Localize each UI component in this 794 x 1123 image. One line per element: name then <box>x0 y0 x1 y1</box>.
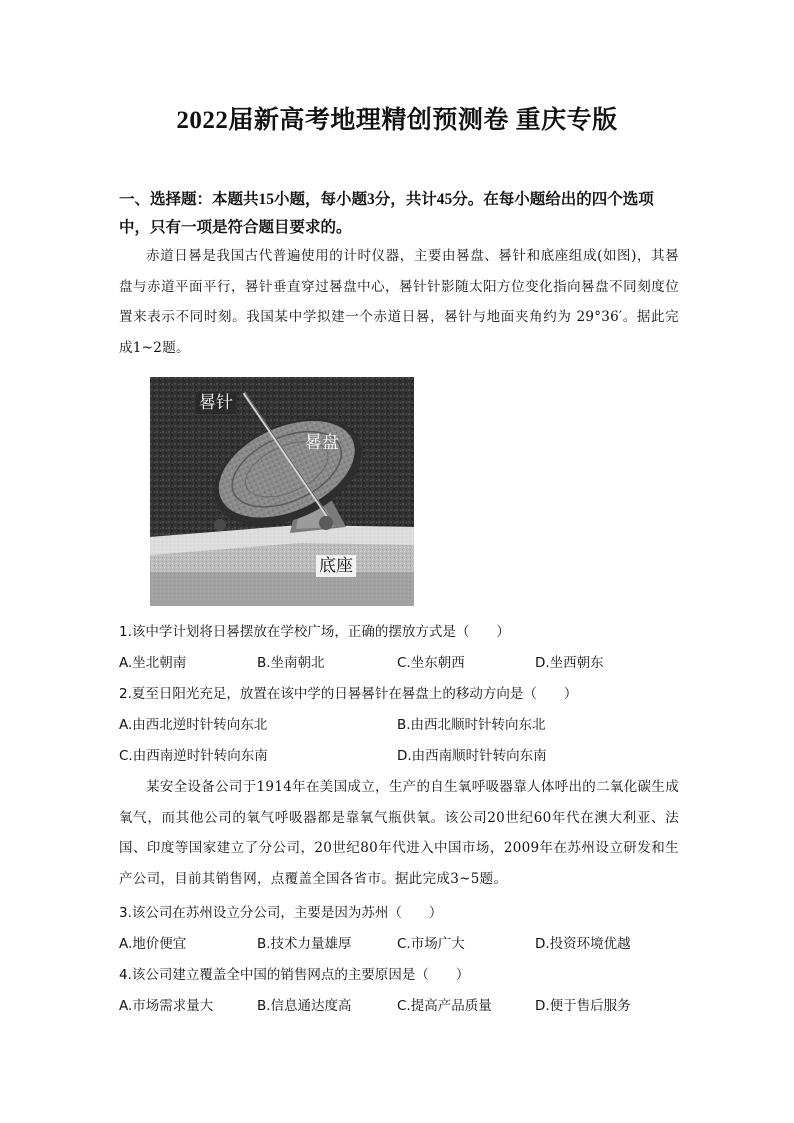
sundial-photo <box>150 377 414 606</box>
option-d[interactable]: D.便于售后服务 <box>535 998 631 1014</box>
question-3-options <box>119 934 679 954</box>
label-dial: 晷盘 <box>305 433 339 453</box>
option-a[interactable]: A.由西北逆时针转向东北 <box>119 717 268 733</box>
label-gnomon: 晷针 <box>196 392 236 414</box>
option-b[interactable]: B.由西北顺时针转向东北 <box>397 717 546 733</box>
label-base: 底座 <box>316 555 356 577</box>
passage-company: 某安全设备公司于1914年在美国成立，生产的自生氧呼吸器靠人体呼出的二氧化碳生成氧气，而其他公司的氧气呼吸器都是靠氧气瓶供氧。该公司20世纪60年代在澳大利亚、法国、印度等国家建立了分公司，20世纪80年代进入中国市场，2009年在苏州设立研发和生产公司，目前其销售网，点覆盖全国各省市。据此完成3~5题。 <box>119 779 679 887</box>
option-c[interactable]: C.市场广大 <box>397 936 465 952</box>
question-1: 1.该中学计划将日晷摆放在学校广场，正确的摆放方式是（ ） <box>119 624 510 640</box>
option-d[interactable]: D.坐西朝东 <box>535 655 604 671</box>
option-c[interactable]: C.坐东朝西 <box>397 655 465 671</box>
option-c[interactable]: C.由西南逆时针转向东南 <box>119 748 268 764</box>
question-4-options <box>119 996 679 1016</box>
page-title: 2022届新高考地理精创预测卷 重庆专版 <box>176 107 618 134</box>
question-4: 4.该公司建立覆盖全中国的销售网点的主要原因是（ ） <box>119 967 470 983</box>
question-3: 3.该公司在苏州设立分公司，主要是因为苏州（ ） <box>119 905 443 921</box>
option-d[interactable]: D.由西南顺时针转向东南 <box>397 748 547 764</box>
option-d[interactable]: D.投资环境优越 <box>535 936 631 952</box>
passage-sundial: 赤道日晷是我国古代普遍使用的计时仪器，主要由晷盘、晷针和底座组成(如图)，其晷盘与赤道平面平行，晷针垂直穿过晷盘中心，晷针针影随太阳方位变化指向晷盘不同刻度位置来表示不同时刻。我国某中学拟建一个赤道日晷，晷针与地面夹角约为 29°36′。据此完成1~2题。 <box>119 248 679 356</box>
question-2-options-row2 <box>119 746 679 766</box>
section-heading: 一、选择题：本题共15小题，每小题3分，共计45分。在每小题给出的四个选项中，只有一项是符合题目要求的。 <box>119 191 654 236</box>
option-a[interactable]: A.地价便宜 <box>119 936 187 952</box>
option-c[interactable]: C.提高产品质量 <box>397 998 492 1014</box>
option-b[interactable]: B.技术力量雄厚 <box>257 936 352 952</box>
question-2-options-row1 <box>119 715 679 735</box>
option-b[interactable]: B.信息通达度高 <box>257 998 352 1014</box>
question-2: 2.夏至日阳光充足，放置在该中学的日晷晷针在晷盘上的移动方向是（ ） <box>119 686 578 702</box>
option-a[interactable]: A.坐北朝南 <box>119 655 187 671</box>
option-b[interactable]: B.坐南朝北 <box>257 655 325 671</box>
question-1-options <box>119 653 679 673</box>
sundial-figure <box>150 377 414 606</box>
option-a[interactable]: A.市场需求量大 <box>119 998 214 1014</box>
